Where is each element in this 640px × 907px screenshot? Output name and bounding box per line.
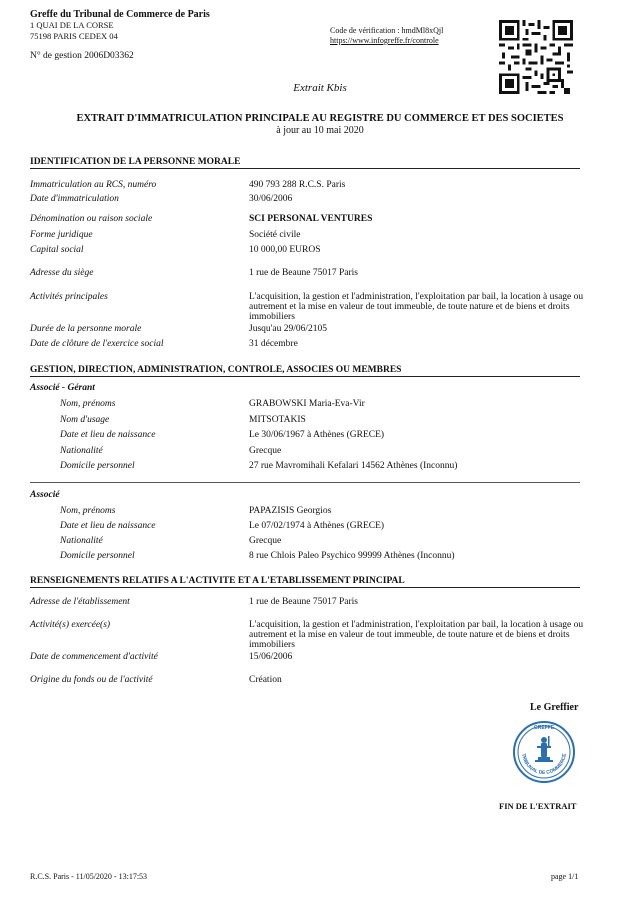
field-value: Grecque — [249, 536, 282, 546]
field-value: 27 rue Mavromihali Kefalari 14562 Athènes (Inconnu) — [249, 461, 458, 471]
field-value: MITSOTAKIS — [249, 415, 306, 425]
field-value: 1 rue de Beaune 75017 Paris — [249, 268, 358, 278]
field-label: Date et lieu de naissance — [60, 521, 156, 531]
field-label: Nom, prénoms — [60, 399, 116, 409]
field-label: Activités principales — [30, 292, 108, 302]
field-value: L'acquisition, la gestion et l'administration, l'exploitation par bail, la location à usage ou autrement et la mise en valeur de tout immeuble, de toute nature et de biens et droits immobiliers — [249, 292, 584, 322]
page-number: page 1/1 — [551, 872, 579, 881]
field-label: Nom, prénoms — [60, 506, 116, 516]
associe-heading: Associé — [30, 490, 60, 500]
field-label: Immatriculation au RCS, numéro — [30, 180, 157, 190]
field-value: 8 rue Chlois Paleo Psychico 99999 Athènes (Inconnu) — [249, 551, 455, 561]
field-label: Adresse de l'établissement — [30, 597, 130, 607]
seal-top-text: GREFFE — [533, 725, 555, 731]
field-label: Date d'immatriculation — [30, 194, 119, 204]
court-address-line1: 1 QUAI DE LA CORSE — [30, 20, 114, 30]
court-address-line2: 75198 PARIS CEDEX 04 — [30, 31, 118, 41]
field-label: Domicile personnel — [60, 551, 135, 561]
field-label: Date et lieu de naissance — [60, 430, 156, 440]
field-label: Nationalité — [60, 536, 103, 546]
section-activite-title: RENSEIGNEMENTS RELATIFS A L'ACTIVITE ET A L'ETABLISSEMENT PRINCIPAL — [30, 576, 580, 588]
field-label: Dénomination ou raison sociale — [30, 214, 153, 224]
field-value: GRABOWSKI Maria-Eva-Vir — [249, 399, 365, 409]
field-value: Société civile — [249, 230, 301, 240]
field-value: PAPAZISIS Georgios — [249, 506, 332, 516]
field-value: 1 rue de Beaune 75017 Paris — [249, 597, 358, 607]
field-value: Grecque — [249, 446, 282, 456]
section-identification-title: IDENTIFICATION DE LA PERSONNE MORALE — [30, 157, 580, 169]
field-value: SCI PERSONAL VENTURES — [249, 214, 373, 224]
field-label: Durée de la personne morale — [30, 324, 142, 334]
field-value: 15/06/2006 — [249, 652, 293, 662]
field-label: Date de clôture de l'exercice social — [30, 339, 164, 349]
verification-link[interactable]: https://www.infogreffe.fr/controle — [330, 36, 439, 45]
document-date: à jour au 10 mai 2020 — [276, 125, 364, 136]
associe-gerant-heading: Associé - Gérant — [30, 383, 95, 393]
field-label: Adresse du siège — [30, 268, 94, 278]
seal-ring-textpath: TRIBUNAL DE COMMERCE — [520, 753, 568, 777]
field-value: 30/06/2006 — [249, 194, 293, 204]
field-value: 31 décembre — [249, 339, 298, 349]
end-of-extract: FIN DE L'EXTRAIT — [499, 801, 577, 811]
field-value: Jusqu'au 29/06/2105 — [249, 324, 327, 334]
field-value: 10 000,00 EUROS — [249, 245, 321, 255]
footer-timestamp: R.C.S. Paris - 11/05/2020 - 13:17:53 — [30, 872, 148, 881]
divider — [30, 482, 580, 483]
court-name: Greffe du Tribunal de Commerce de Paris — [30, 9, 210, 20]
field-label: Forme juridique — [30, 230, 93, 240]
court-seal-icon — [512, 720, 576, 784]
signature-label: Le Greffier — [530, 702, 579, 713]
court-header — [30, 9, 210, 62]
field-label: Nom d'usage — [60, 415, 110, 425]
field-value: Le 07/02/1974 à Athènes (GRECE) — [249, 521, 385, 531]
field-value: Le 30/06/1967 à Athènes (GRECE) — [249, 430, 385, 440]
field-label: Activité(s) exercée(s) — [30, 620, 111, 630]
field-label: Nationalité — [60, 446, 103, 456]
field-value: Création — [249, 675, 282, 685]
gestion-number: N° de gestion 2006D03362 — [30, 51, 134, 61]
document-type: Extrait Kbis — [293, 82, 347, 94]
verification-block — [330, 26, 443, 46]
field-value: 490 793 288 R.C.S. Paris — [249, 180, 346, 190]
document-title: EXTRAIT D'IMMATRICULATION PRINCIPALE AU REGISTRE DU COMMERCE ET DES SOCIETES — [76, 113, 564, 124]
field-label: Date de commencement d'activité — [30, 652, 158, 662]
field-label: Origine du fonds ou de l'activité — [30, 675, 153, 685]
verification-code: Code de vérification : hmdMl8xQjl — [330, 26, 444, 35]
field-label: Domicile personnel — [60, 461, 135, 471]
section-gestion-title: GESTION, DIRECTION, ADMINISTRATION, CONTROLE, ASSOCIES OU MEMBRES — [30, 365, 580, 377]
field-value: L'acquisition, la gestion et l'administration, l'exploitation par bail, la location à usage ou autrement et la mise en valeur de tout immeuble, de toute nature et de biens et droits immobiliers — [249, 620, 584, 650]
field-label: Capital social — [30, 245, 84, 255]
